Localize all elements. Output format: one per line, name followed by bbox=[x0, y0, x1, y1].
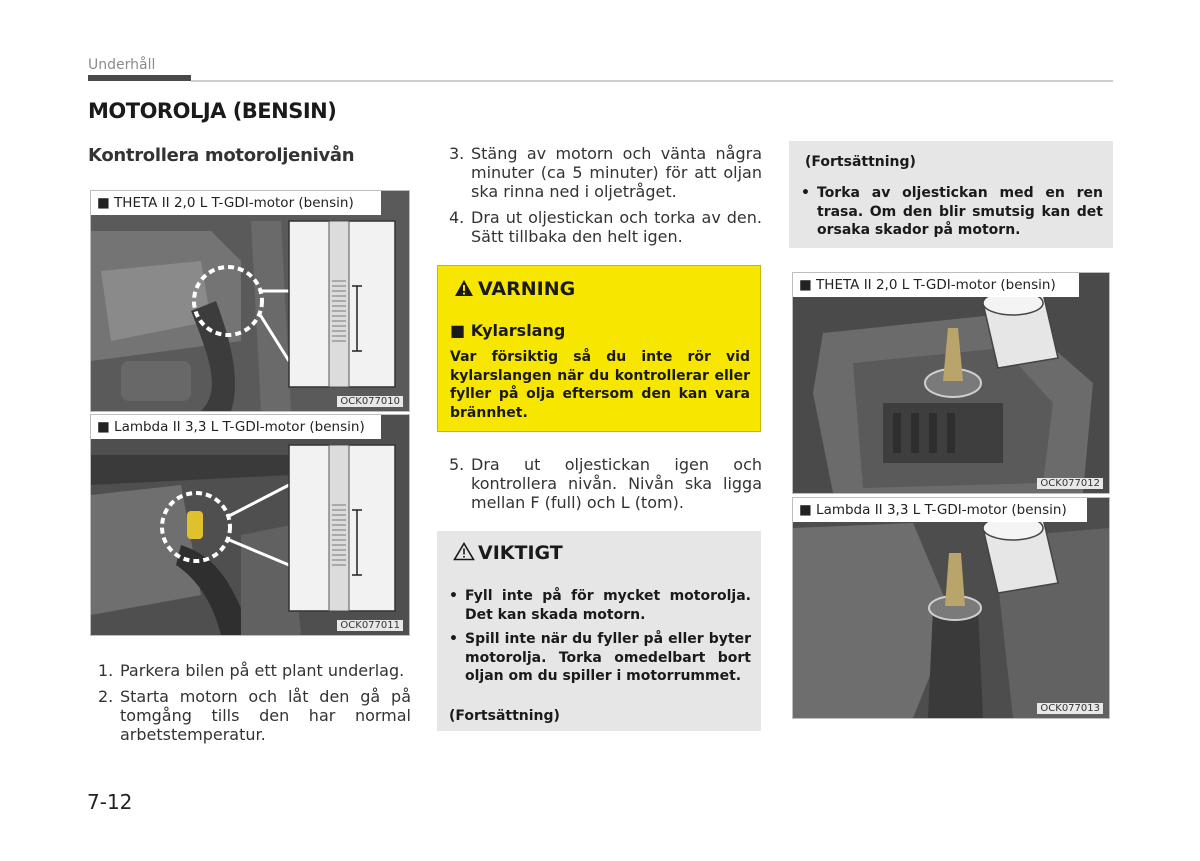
warning-body: Var försiktig så du inte rör vid kylarslangen när du kontrollerar eller fyller på olja eftersom den kan vara brännhet. bbox=[450, 349, 750, 421]
figure-dipstick-theta bbox=[90, 190, 410, 412]
page-number: 7-12 bbox=[87, 790, 133, 814]
notice-box bbox=[437, 531, 761, 731]
figure-code: OCK077012 bbox=[1037, 478, 1103, 489]
warning-heading: VARNING bbox=[478, 278, 576, 300]
figure-code: OCK077011 bbox=[337, 620, 403, 631]
steps-list-middle-bottom bbox=[449, 455, 762, 519]
bullet-dot: • bbox=[449, 631, 458, 647]
engine-dipstick-illustration bbox=[91, 415, 409, 635]
step-text: Stäng av motorn och vänta några minuter (ca 5 minuter) för att oljan ska rinna ned i oljetråget. bbox=[471, 144, 762, 201]
list-item bbox=[449, 144, 762, 201]
bullet-text: Spill inte när du fyller på eller byter motorolja. Torka omedelbart bort oljan om du spiller i motorrummet. bbox=[465, 631, 751, 684]
engine-dipstick-illustration bbox=[91, 191, 409, 411]
continuation-box bbox=[789, 141, 1113, 248]
engine-oil-fill-illustration bbox=[793, 273, 1109, 493]
continuation-heading: (Fortsättning) bbox=[805, 154, 916, 170]
warning-heading-row bbox=[454, 278, 575, 300]
step-number: 4. bbox=[449, 208, 465, 227]
section-label: Underhåll bbox=[88, 57, 156, 73]
step-text: Dra ut oljestickan och torka av den. Sätt tillbaka den helt igen. bbox=[471, 208, 762, 246]
notice-heading-row bbox=[453, 542, 563, 564]
figure-caption: ■ Lambda II 3,3 L T-GDI-motor (bensin) bbox=[793, 498, 1087, 522]
figure-oil-fill-theta bbox=[792, 272, 1110, 494]
list-item bbox=[449, 455, 762, 512]
list-item bbox=[449, 630, 751, 686]
warning-triangle-icon bbox=[454, 279, 474, 297]
figure-caption: ■ THETA II 2,0 L T-GDI-motor (bensin) bbox=[91, 191, 381, 215]
bullet-text: Torka av oljestickan med en ren trasa. Om den blir smutsig kan det orsaka skador på motorn. bbox=[817, 185, 1103, 238]
step-number: 1. bbox=[98, 661, 114, 680]
step-number: 3. bbox=[449, 144, 465, 163]
figure-dipstick-lambda bbox=[90, 414, 410, 636]
continuation-bullets bbox=[801, 184, 1103, 246]
page-title: MOTOROLJA (BENSIN) bbox=[88, 99, 337, 123]
warning-box bbox=[437, 265, 761, 432]
section-subtitle: Kontrollera motoroljenivån bbox=[88, 145, 355, 166]
figure-caption: ■ THETA II 2,0 L T-GDI-motor (bensin) bbox=[793, 273, 1079, 297]
bullet-dot: • bbox=[449, 588, 458, 604]
figure-oil-fill-lambda bbox=[792, 497, 1110, 719]
figure-code: OCK077010 bbox=[337, 396, 403, 407]
step-text: Starta motorn och låt den gå på tomgång tills den har normal arbetstemperatur. bbox=[120, 687, 411, 744]
list-item bbox=[801, 184, 1103, 240]
caution-triangle-icon bbox=[453, 542, 475, 561]
notice-continued: (Fortsättning) bbox=[449, 708, 560, 724]
header-rule-dark bbox=[88, 75, 191, 81]
list-item bbox=[98, 687, 411, 744]
engine-oil-fill-illustration bbox=[793, 498, 1109, 718]
list-item bbox=[449, 587, 751, 624]
figure-caption: ■ Lambda II 3,3 L T-GDI-motor (bensin) bbox=[91, 415, 381, 439]
steps-list-middle-top bbox=[449, 144, 762, 253]
list-item bbox=[98, 661, 411, 680]
bullet-text: Fyll inte på för mycket motorolja. Det kan skada motorn. bbox=[465, 588, 751, 623]
bullet-dot: • bbox=[801, 185, 810, 201]
notice-heading: VIKTIGT bbox=[478, 542, 563, 564]
list-item bbox=[449, 208, 762, 246]
header-rule-light bbox=[191, 80, 1113, 82]
step-text: Parkera bilen på ett plant underlag. bbox=[120, 661, 405, 680]
steps-list-left bbox=[98, 661, 411, 751]
warning-subheading: ■ Kylarslang bbox=[450, 321, 566, 340]
step-number: 5. bbox=[449, 455, 465, 474]
figure-code: OCK077013 bbox=[1037, 703, 1103, 714]
step-number: 2. bbox=[98, 687, 114, 706]
step-text: Dra ut oljestickan igen och kontrollera nivån. Nivån ska ligga mellan F (full) och L (tom). bbox=[471, 455, 762, 512]
notice-bullets bbox=[449, 587, 751, 692]
